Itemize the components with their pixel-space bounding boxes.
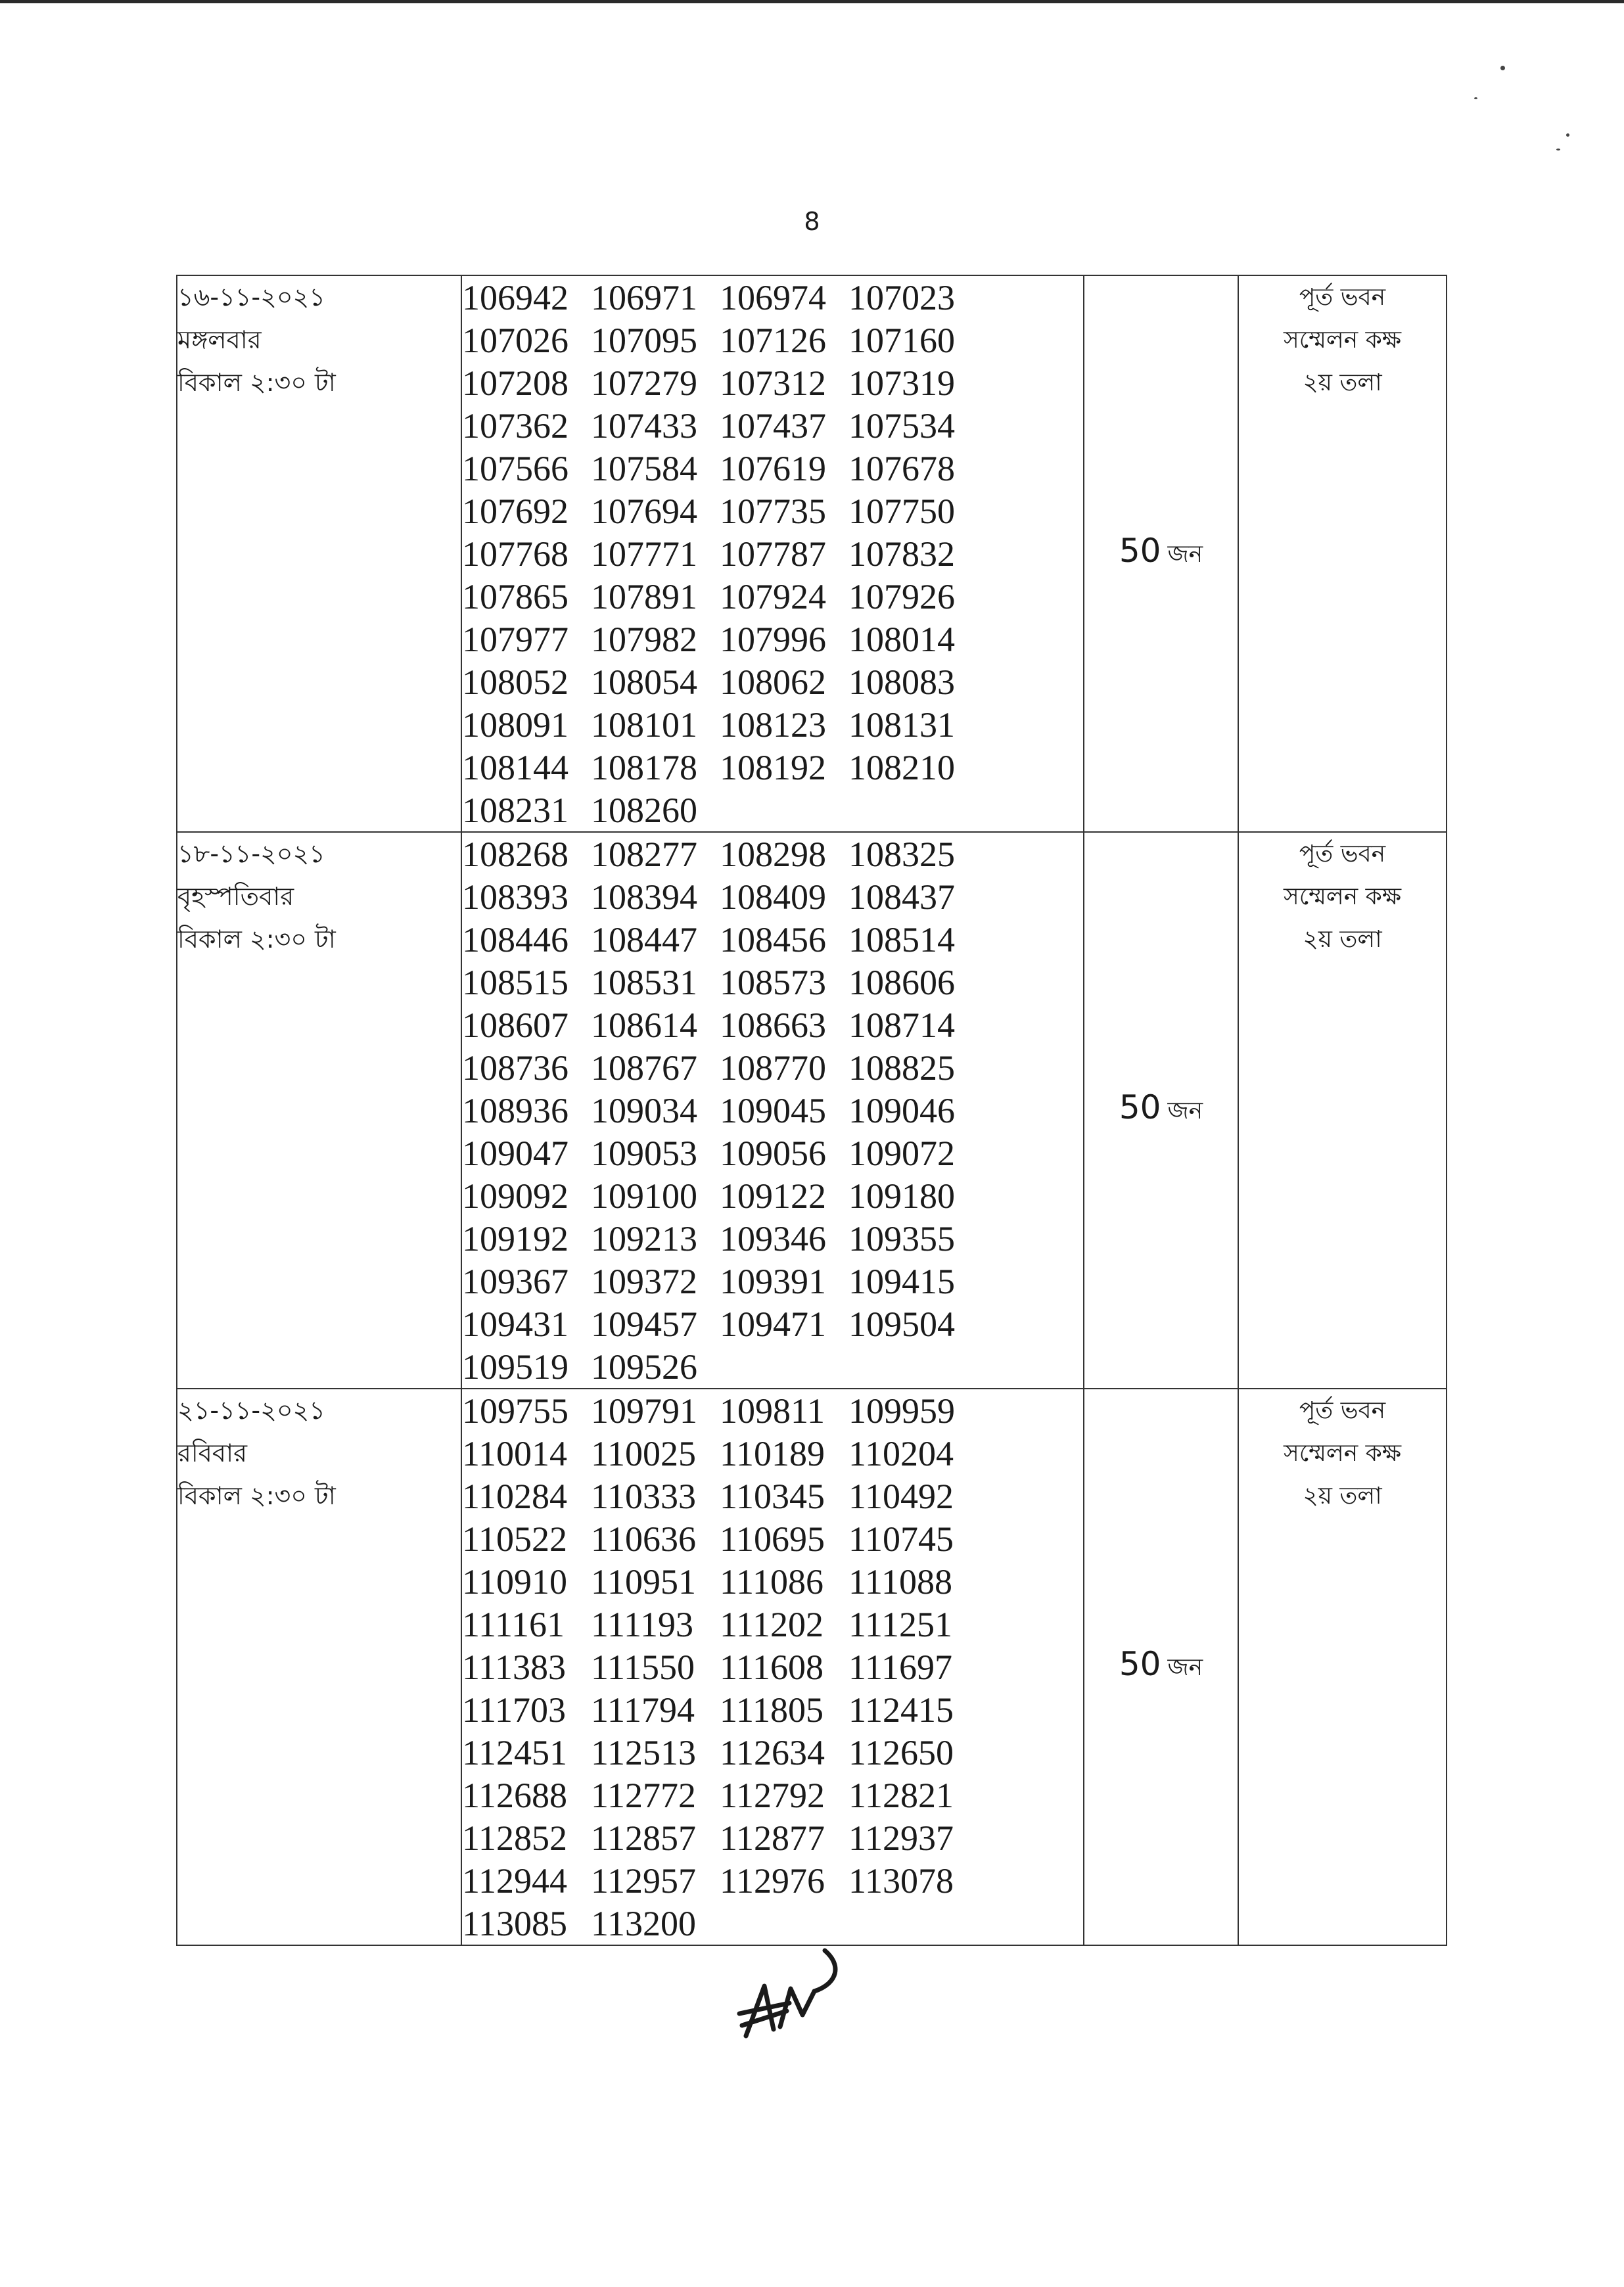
day-text: বৃহস্পতিবার <box>177 882 294 911</box>
roll-number: 109047 <box>462 1133 568 1173</box>
roll-number-row <box>462 1902 1083 1945</box>
candidate-count-cell <box>1084 1389 1238 1945</box>
roll-number: 107982 <box>591 619 697 659</box>
candidate-count: 50 <box>1119 1645 1161 1683</box>
roll-number-list <box>461 832 1084 1389</box>
roll-number-row <box>462 1046 1083 1089</box>
roll-number: 106974 <box>720 277 826 317</box>
roll-number: 107750 <box>848 491 955 531</box>
roll-number: 108260 <box>591 790 697 830</box>
roll-number: 109346 <box>720 1218 826 1259</box>
candidate-count-cell <box>1084 275 1238 832</box>
roll-number: 108083 <box>848 662 955 702</box>
roll-number-row <box>462 1603 1083 1646</box>
venue-building: পূর্ত ভবন <box>1299 284 1386 311</box>
roll-number: 109100 <box>591 1176 697 1216</box>
roll-number: 112877 <box>720 1818 825 1858</box>
roll-number: 108052 <box>462 662 568 702</box>
roll-number: 108607 <box>462 1005 568 1045</box>
roll-number: 109355 <box>848 1218 955 1259</box>
roll-number: 112688 <box>462 1775 567 1815</box>
roll-number: 107026 <box>462 320 568 360</box>
roll-number: 108515 <box>462 962 568 1002</box>
count-unit: জন <box>1167 1654 1203 1681</box>
roll-number: 108531 <box>591 962 697 1002</box>
roll-number: 108437 <box>848 877 955 917</box>
roll-number-row <box>462 1517 1083 1560</box>
roll-number: 111805 <box>720 1690 824 1730</box>
roll-number: 113078 <box>848 1860 954 1901</box>
roll-number: 109504 <box>848 1304 955 1344</box>
roll-number: 108277 <box>591 834 697 874</box>
roll-number: 109045 <box>720 1090 826 1130</box>
venue-building: পূর্ত ভবন <box>1299 841 1386 867</box>
roll-number: 108298 <box>720 834 826 874</box>
roll-number: 108936 <box>462 1090 568 1130</box>
roll-number: 107865 <box>462 576 568 616</box>
roll-number: 106971 <box>591 277 697 317</box>
date-text: ১৬-১১-২০২১ <box>177 283 325 312</box>
roll-number: 108192 <box>720 747 826 787</box>
roll-number: 109471 <box>720 1304 826 1344</box>
roll-number: 110014 <box>462 1433 567 1473</box>
scan-speck <box>1500 66 1505 70</box>
page-number: 8 <box>804 207 820 236</box>
roll-number: 107832 <box>848 534 955 574</box>
roll-number: 112772 <box>591 1775 696 1815</box>
roll-number-row <box>462 1217 1083 1260</box>
day-text: রবিবার <box>177 1439 247 1467</box>
roll-number: 109755 <box>462 1391 568 1431</box>
venue-cell <box>1238 832 1447 1389</box>
roll-number: 110284 <box>462 1476 567 1516</box>
roll-number: 110492 <box>848 1476 954 1516</box>
roll-number: 108714 <box>848 1005 955 1045</box>
roll-number: 109046 <box>848 1090 955 1130</box>
candidate-count: 50 <box>1119 532 1161 570</box>
roll-number: 113085 <box>462 1903 567 1943</box>
roll-number: 107584 <box>591 448 697 488</box>
roll-number: 109053 <box>591 1133 697 1173</box>
roll-number: 112513 <box>591 1732 696 1772</box>
roll-number: 110522 <box>462 1519 567 1559</box>
roll-number: 110189 <box>720 1433 825 1473</box>
roll-number-row <box>462 1816 1083 1859</box>
roll-number: 109034 <box>591 1090 697 1130</box>
roll-number: 107095 <box>591 320 697 360</box>
date-cell <box>177 275 461 832</box>
roll-number: 110025 <box>591 1433 696 1473</box>
venue-cell <box>1238 1389 1447 1945</box>
count-unit: জন <box>1167 1097 1203 1124</box>
roll-number-row <box>462 447 1083 490</box>
roll-number: 108091 <box>462 705 568 745</box>
roll-number: 107694 <box>591 491 697 531</box>
time-text: বিকাল ২:৩০ টা <box>177 1481 336 1510</box>
roll-number: 108606 <box>848 962 955 1002</box>
roll-number: 112937 <box>848 1818 954 1858</box>
time-text: বিকাল ২:৩০ টা <box>177 368 336 397</box>
roll-number: 110345 <box>720 1476 825 1516</box>
roll-number: 111703 <box>462 1690 566 1730</box>
roll-number: 108736 <box>462 1048 568 1088</box>
roll-number-row <box>462 618 1083 660</box>
time-text: বিকাল ২:৩০ টা <box>177 925 336 954</box>
roll-number: 107771 <box>591 534 697 574</box>
roll-number: 107160 <box>848 320 955 360</box>
roll-number-row <box>462 1646 1083 1688</box>
candidate-count: 50 <box>1119 1088 1161 1126</box>
scan-speck <box>1474 97 1477 99</box>
roll-number: 108325 <box>848 834 955 874</box>
roll-number: 111193 <box>591 1604 693 1644</box>
roll-number: 108514 <box>848 919 955 959</box>
roll-number: 108014 <box>848 619 955 659</box>
roll-number: 109122 <box>720 1176 826 1216</box>
roll-number: 110745 <box>848 1519 954 1559</box>
venue-cell <box>1238 275 1447 832</box>
roll-number: 108770 <box>720 1048 826 1088</box>
roll-number: 111608 <box>720 1647 824 1687</box>
roll-number: 107977 <box>462 619 568 659</box>
roll-number-row <box>462 918 1083 961</box>
roll-number: 112650 <box>848 1732 954 1772</box>
roll-number: 108825 <box>848 1048 955 1088</box>
roll-number: 107312 <box>720 363 826 403</box>
roll-number-row <box>462 319 1083 361</box>
roll-number: 109367 <box>462 1261 568 1301</box>
candidate-count-cell <box>1084 832 1238 1389</box>
roll-number-row <box>462 1774 1083 1816</box>
roll-number: 108447 <box>591 919 697 959</box>
roll-number: 110695 <box>720 1519 825 1559</box>
date-text: ২১-১১-২০২১ <box>177 1396 325 1425</box>
roll-number: 109372 <box>591 1261 697 1301</box>
roll-number-row <box>462 1260 1083 1303</box>
roll-number: 109056 <box>720 1133 826 1173</box>
roll-number: 109526 <box>591 1347 697 1387</box>
schedule-row <box>177 1389 1447 1945</box>
roll-number-row <box>462 961 1083 1004</box>
roll-number: 107678 <box>848 448 955 488</box>
roll-number: 108394 <box>591 877 697 917</box>
roll-number: 111251 <box>848 1604 952 1644</box>
roll-number: 112792 <box>720 1775 825 1815</box>
roll-number: 109180 <box>848 1176 955 1216</box>
roll-number: 110951 <box>591 1561 696 1602</box>
roll-number: 108767 <box>591 1048 697 1088</box>
roll-number: 110204 <box>848 1433 954 1473</box>
roll-number-list <box>461 1389 1084 1945</box>
roll-number-row <box>462 361 1083 404</box>
venue-floor: ২য় তলা <box>1303 1483 1382 1510</box>
roll-number: 107279 <box>591 363 697 403</box>
roll-number: 108446 <box>462 919 568 959</box>
roll-number: 107926 <box>848 576 955 616</box>
roll-number: 111794 <box>591 1690 695 1730</box>
roll-number: 107433 <box>591 405 697 446</box>
roll-number: 108131 <box>848 705 955 745</box>
roll-number: 108144 <box>462 747 568 787</box>
roll-number-row <box>462 833 1083 875</box>
roll-number: 113200 <box>591 1903 696 1943</box>
roll-number-row <box>462 276 1083 319</box>
roll-number: 109457 <box>591 1304 697 1344</box>
roll-number: 106942 <box>462 277 568 317</box>
roll-number: 108614 <box>591 1005 697 1045</box>
roll-number: 107692 <box>462 491 568 531</box>
roll-number: 109811 <box>720 1391 825 1431</box>
roll-number: 112821 <box>848 1775 954 1815</box>
roll-number: 108573 <box>720 962 826 1002</box>
roll-number: 107437 <box>720 405 826 446</box>
roll-number: 108231 <box>462 790 568 830</box>
roll-number-row <box>462 1560 1083 1603</box>
roll-number: 111086 <box>720 1561 824 1602</box>
roll-number: 112957 <box>591 1860 696 1901</box>
roll-number: 109213 <box>591 1218 697 1259</box>
roll-number: 111202 <box>720 1604 824 1644</box>
roll-number: 107534 <box>848 405 955 446</box>
roll-number: 108456 <box>720 919 826 959</box>
roll-number-row <box>462 1475 1083 1517</box>
roll-number: 111088 <box>848 1561 952 1602</box>
roll-number: 107619 <box>720 448 826 488</box>
roll-number-row <box>462 1731 1083 1774</box>
date-cell <box>177 1389 461 1945</box>
date-cell <box>177 832 461 1389</box>
roll-number-row <box>462 490 1083 532</box>
roll-number: 107023 <box>848 277 955 317</box>
roll-number: 109959 <box>848 1391 955 1431</box>
roll-number: 112852 <box>462 1818 567 1858</box>
roll-number: 109431 <box>462 1304 568 1344</box>
roll-number: 109519 <box>462 1347 568 1387</box>
roll-number: 111550 <box>591 1647 695 1687</box>
roll-number-row <box>462 746 1083 789</box>
roll-number-row <box>462 1345 1083 1388</box>
roll-number: 108101 <box>591 705 697 745</box>
venue-room: সম্মেলন কক্ষ <box>1283 327 1402 354</box>
roll-number: 107566 <box>462 448 568 488</box>
roll-number: 108409 <box>720 877 826 917</box>
roll-number: 111161 <box>462 1604 565 1644</box>
scan-speck <box>1566 133 1569 137</box>
roll-number: 112451 <box>462 1732 567 1772</box>
roll-number: 107362 <box>462 405 568 446</box>
roll-number: 110636 <box>591 1519 696 1559</box>
roll-number: 112976 <box>720 1860 825 1901</box>
roll-number: 107787 <box>720 534 826 574</box>
roll-number: 107768 <box>462 534 568 574</box>
roll-number: 112415 <box>848 1690 954 1730</box>
roll-number: 109192 <box>462 1218 568 1259</box>
roll-number: 112857 <box>591 1818 696 1858</box>
roll-number: 108393 <box>462 877 568 917</box>
roll-number-row <box>462 1132 1083 1174</box>
roll-number: 112944 <box>462 1860 567 1901</box>
roll-number: 109072 <box>848 1133 955 1173</box>
venue-floor: ২য় তলা <box>1303 369 1382 396</box>
roll-number-row <box>462 703 1083 746</box>
schedule-row <box>177 832 1447 1389</box>
roll-number: 107126 <box>720 320 826 360</box>
schedule-table <box>176 275 1447 1946</box>
roll-number: 108178 <box>591 747 697 787</box>
roll-number: 108663 <box>720 1005 826 1045</box>
roll-number: 107996 <box>720 619 826 659</box>
roll-number: 109391 <box>720 1261 826 1301</box>
roll-number: 108210 <box>848 747 955 787</box>
roll-number-row <box>462 532 1083 575</box>
roll-number: 107208 <box>462 363 568 403</box>
venue-floor: ২য় তলা <box>1303 926 1382 953</box>
roll-number-row <box>462 1432 1083 1475</box>
schedule-row <box>177 275 1447 832</box>
roll-number-row <box>462 404 1083 447</box>
roll-number: 111697 <box>848 1647 952 1687</box>
roll-number: 109415 <box>848 1261 955 1301</box>
roll-number: 107891 <box>591 576 697 616</box>
roll-number-row <box>462 1389 1083 1432</box>
roll-number-row <box>462 1303 1083 1345</box>
roll-number: 107319 <box>848 363 955 403</box>
roll-number-list <box>461 275 1084 832</box>
roll-number: 109791 <box>591 1391 697 1431</box>
roll-number-row <box>462 1089 1083 1132</box>
roll-number-row <box>462 1859 1083 1902</box>
roll-number-row <box>462 1688 1083 1731</box>
roll-number: 108123 <box>720 705 826 745</box>
venue-building: পূর্ত ভবন <box>1299 1397 1386 1424</box>
signature <box>726 1945 851 2044</box>
roll-number: 110333 <box>591 1476 696 1516</box>
roll-number-row <box>462 789 1083 831</box>
roll-number: 109092 <box>462 1176 568 1216</box>
roll-number: 108268 <box>462 834 568 874</box>
roll-number-row <box>462 575 1083 618</box>
roll-number: 108054 <box>591 662 697 702</box>
roll-number: 110910 <box>462 1561 567 1602</box>
roll-number: 112634 <box>720 1732 825 1772</box>
count-unit: জন <box>1167 541 1203 568</box>
roll-number: 111383 <box>462 1647 566 1687</box>
roll-number-row <box>462 875 1083 918</box>
day-text: মঙ্গলবার <box>177 325 262 354</box>
roll-number: 107735 <box>720 491 826 531</box>
roll-number: 108062 <box>720 662 826 702</box>
roll-number: 107924 <box>720 576 826 616</box>
scan-speck <box>1556 149 1560 150</box>
top-border-line <box>0 0 1624 3</box>
date-text: ১৮-১১-২০২১ <box>177 839 325 868</box>
roll-number-row <box>462 1004 1083 1046</box>
roll-number-row <box>462 660 1083 703</box>
roll-number-row <box>462 1174 1083 1217</box>
venue-room: সম্মেলন কক্ষ <box>1283 883 1402 910</box>
venue-room: সম্মেলন কক্ষ <box>1283 1440 1402 1467</box>
